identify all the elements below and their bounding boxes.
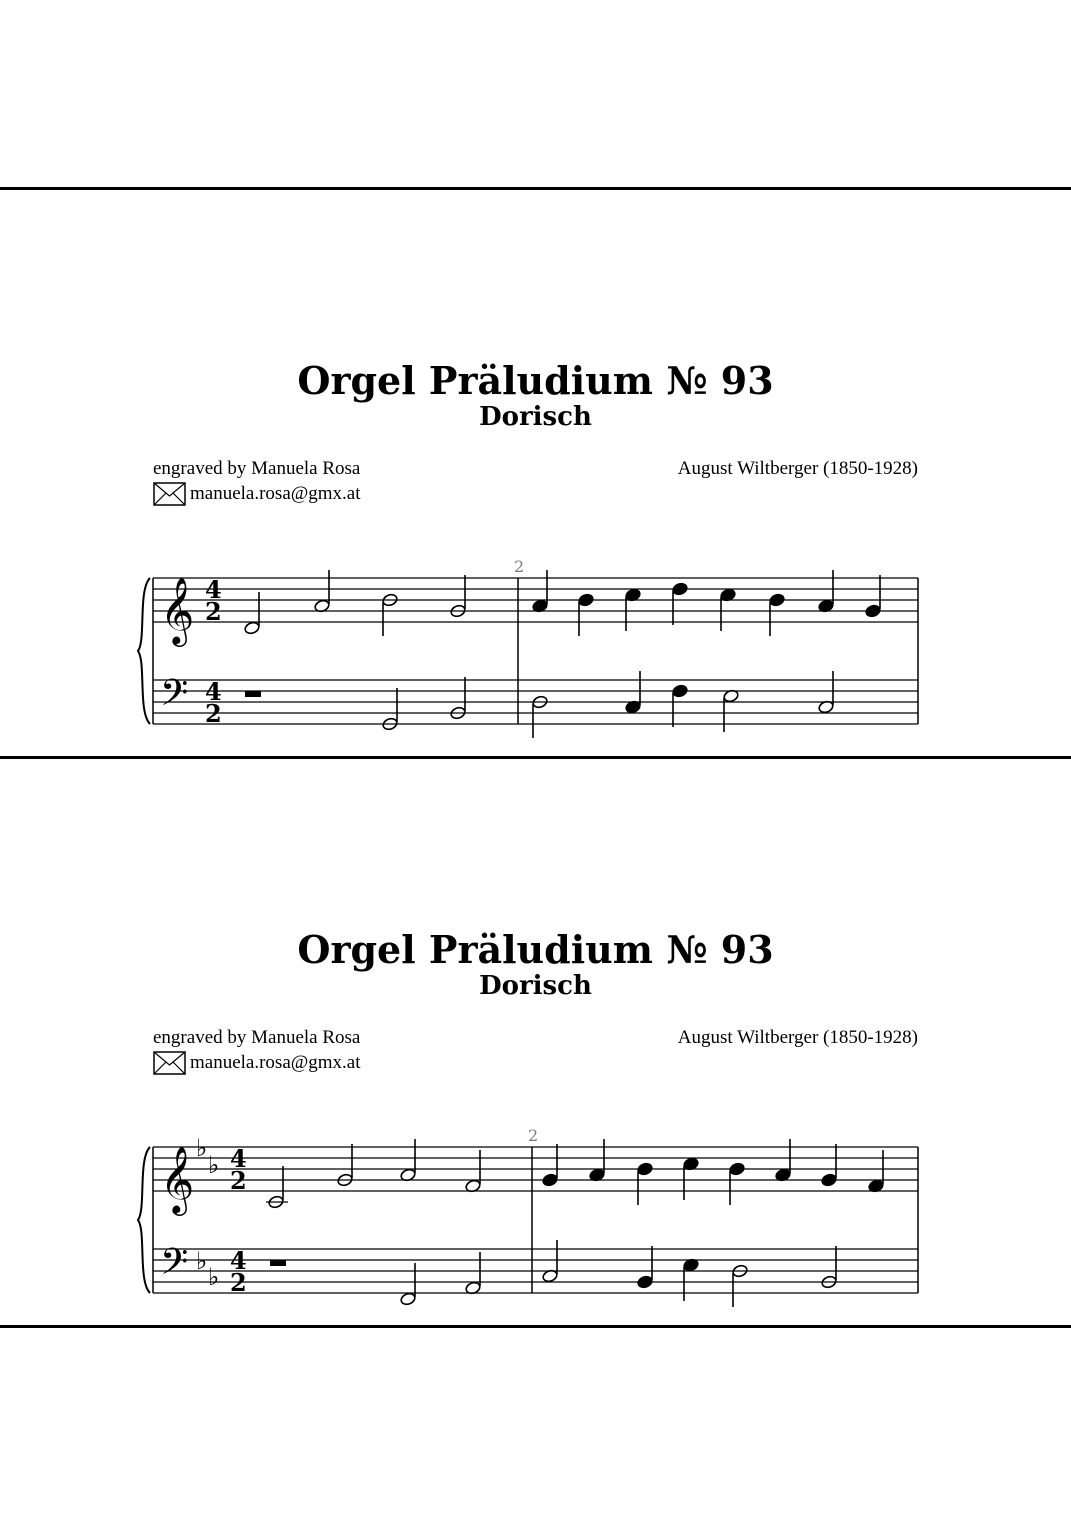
bass-flat-2: ♭: [208, 1263, 220, 1291]
treble-clef: 𝄞: [160, 576, 195, 644]
bass-time-bottom: 2: [230, 1268, 247, 1297]
bass-measure-2: [542, 1240, 838, 1307]
piece-title: Orgel Präludium № 93: [297, 927, 774, 972]
piece-subtitle: Dorisch: [479, 402, 592, 432]
score-section-2: [0, 569, 1071, 1326]
piece-title: Orgel Präludium № 93: [297, 358, 774, 403]
bass-staff: [153, 1249, 918, 1293]
measure-number: 2: [514, 557, 525, 576]
bass-time-top: 4: [205, 677, 222, 706]
engraver-credit: engraved by Manuela Rosa: [153, 458, 361, 479]
treble-time-top: 4: [205, 575, 222, 604]
treble-flat-1: ♭: [196, 1134, 208, 1162]
email-address: manuela.rosa@gmx.at: [190, 1052, 361, 1073]
treble-time-top: 4: [230, 1144, 247, 1173]
treble-staff: [153, 1147, 918, 1191]
bass-flat-1: ♭: [196, 1247, 208, 1275]
bass-time-bottom: 2: [205, 699, 222, 728]
email-address: manuela.rosa@gmx.at: [190, 483, 361, 504]
bass-rest: [270, 1260, 286, 1266]
composer-credit: August Wiltberger (1850-1928): [677, 458, 918, 479]
piece-subtitle: Dorisch: [479, 971, 592, 1001]
measure-number: 2: [528, 1126, 539, 1145]
treble-measure-2: [542, 1139, 885, 1205]
treble-time-bottom: 2: [205, 597, 222, 626]
treble-flat-2: ♭: [208, 1151, 220, 1179]
bass-clef: 𝄢: [160, 672, 189, 723]
engraver-credit: engraved by Manuela Rosa: [153, 1027, 361, 1048]
composer-credit: August Wiltberger (1850-1928): [677, 1027, 918, 1048]
brace: [138, 1147, 150, 1293]
treble-time-bottom: 2: [230, 1166, 247, 1195]
treble-measure-1: [266, 1139, 481, 1209]
bass-time-top: 4: [230, 1246, 247, 1275]
treble-clef: 𝄞: [160, 1145, 195, 1213]
bass-clef: 𝄢: [160, 1241, 189, 1292]
music-score-2: [0, 569, 1071, 1326]
